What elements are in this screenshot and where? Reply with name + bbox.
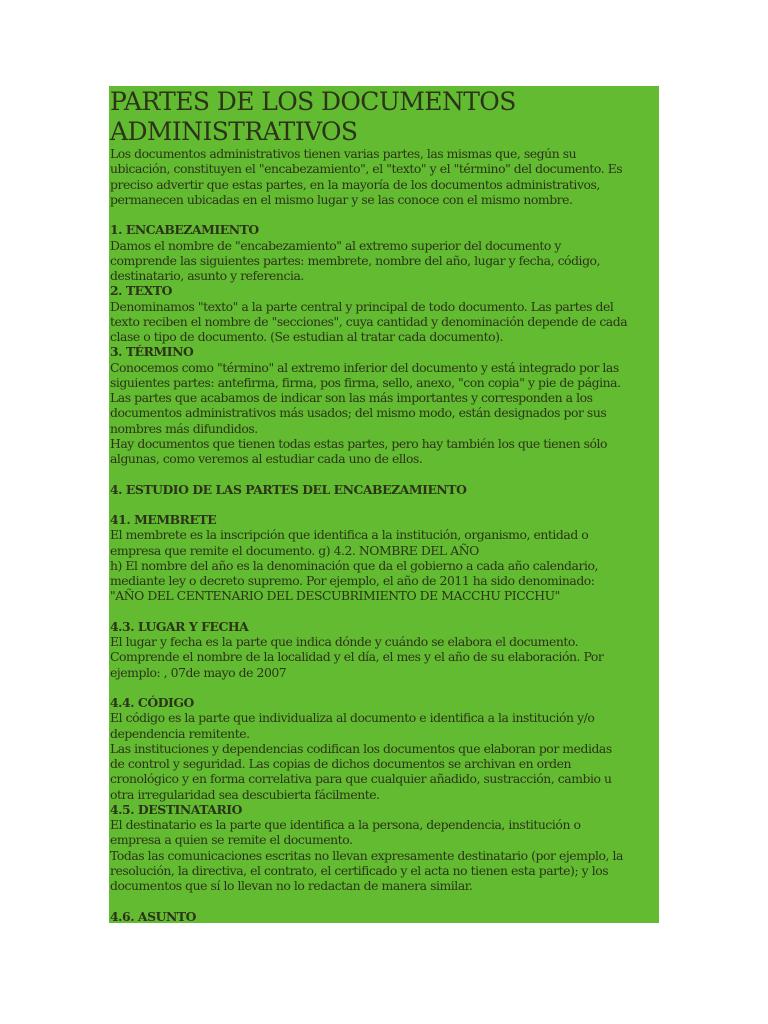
document-title — [110, 87, 659, 147]
document-page — [109, 86, 659, 923]
section-heading-encabezamiento: 1. ENCABEZAMIENTO — [110, 222, 259, 238]
section-body-destinatario — [110, 817, 659, 893]
text-line: Denominamos "texto" a la parte central y principal de todo documento. Las partes del — [110, 298, 614, 314]
intro-paragraph — [110, 146, 659, 207]
section-heading-codigo: 4.4. CÓDIGO — [110, 695, 194, 710]
text-line: texto reciben el nombre de "secciones", cuya cantidad y denominación depende de cada — [110, 313, 628, 329]
text-line: documentos que sí lo llevan no lo redactan de manera similar. — [110, 878, 473, 893]
spacer — [110, 207, 659, 222]
text-line: resolución, la directiva, el contrato, el certificado y el acta no tienen esta parte); y los — [110, 862, 609, 878]
spacer — [110, 680, 659, 695]
text-line: El membrete es la inscripción que identifica a la institución, organismo, entidad o — [110, 527, 589, 543]
section-heading-estudio: 4. ESTUDIO DE LAS PARTES DEL ENCABEZAMIENTO — [110, 481, 467, 497]
section-heading-termino: 3. TÉRMINO — [110, 344, 194, 360]
document-body — [110, 146, 659, 923]
title-line: PARTES DE LOS DOCUMENTOS — [110, 87, 516, 116]
text-line: clase o tipo de documento. (Se estudian al tratar cada documento). — [110, 329, 503, 344]
text-line: h) El nombre del año es la denominación que da el gobierno a cada año calendario, — [110, 557, 598, 573]
text-line: dependencia remitente. — [110, 725, 250, 741]
section-heading-destinatario: 4.5. DESTINATARIO — [110, 801, 242, 817]
section-body-texto — [110, 299, 659, 345]
title-line: ADMINISTRATIVOS — [110, 117, 358, 146]
section-heading-texto: 2. TEXTO — [110, 283, 172, 299]
text-line: "AÑO DEL CENTENARIO DEL DESCUBRIMIENTO DE MACCHU PICCHU" — [110, 588, 560, 604]
section-body-membrete — [110, 527, 659, 603]
spacer — [110, 893, 659, 908]
text-line: comprende las siguientes partes: membrete, nombre del año, lugar y fecha, código, — [110, 252, 601, 268]
text-line: preciso advertir que estas partes, en la mayoría de los documentos administrativos, — [110, 176, 600, 192]
text-line: El lugar y fecha es la parte que indica dónde y cuándo se elabora el documento. — [110, 634, 579, 649]
text-line: otra irregularidad sea descubierta fácilmente. — [110, 786, 380, 802]
section-heading-membrete: 41. MEMBRETE — [110, 512, 217, 527]
text-line: Comprende el nombre de la localidad y el día, el mes y el año de su elaboración. Por — [110, 649, 604, 665]
section-heading-asunto: 4.6. ASUNTO — [110, 908, 196, 923]
text-line: mediante ley o decreto supremo. Por ejemplo, el año de 2011 ha sido denominado: — [110, 573, 595, 588]
text-line: empresa que remite el documento. g) 4.2. NOMBRE DEL AÑO — [110, 542, 479, 558]
section-body-termino — [110, 360, 659, 467]
section-body-lugar-fecha — [110, 634, 659, 680]
text-line: siguientes partes: antefirma, firma, pos firma, sello, anexo, "con copia" y pie de página. — [110, 374, 621, 390]
text-line: El destinatario es la parte que identifica a la persona, dependencia, institución o — [110, 817, 581, 832]
text-line: Las partes que acabamos de indicar son las más importantes y corresponden a los — [110, 390, 593, 405]
text-line: algunas, como veremos al estudiar cada uno de ellos. — [110, 451, 423, 466]
text-line: destinatario, asunto y referencia. — [110, 268, 304, 283]
spacer — [110, 604, 659, 619]
text-line: Los documentos administrativos tienen varias partes, las mismas que, según su — [110, 146, 577, 161]
text-line: El código es la parte que individualiza al documento e identifica a la institución y/o — [110, 710, 595, 726]
text-line: cronológico y en forma correlativa para que cualquier añadido, sustracción, cambio u — [110, 771, 612, 787]
text-line: ejemplo: , 07de mayo de 2007 — [110, 664, 287, 680]
text-line: empresa a quien se remite el documento. — [110, 832, 353, 848]
text-line: Hay documentos que tienen todas estas partes, pero hay también los que tienen sólo — [110, 435, 608, 451]
text-line: permanecen ubicadas en el mismo lugar y se las conoce con el mismo nombre. — [110, 191, 573, 207]
text-line: nombres más difundidos. — [110, 420, 258, 436]
section-body-encabezamiento — [110, 238, 659, 284]
text-line: Las instituciones y dependencias codifican los documentos que elaboran por medidas — [110, 740, 612, 756]
section-heading-lugar-fecha: 4.3. LUGAR Y FECHA — [110, 618, 249, 634]
text-line: Damos el nombre de "encabezamiento" al extremo superior del documento y — [110, 237, 561, 253]
text-line: Todas las comunicaciones escritas no llevan expresamente destinatario (por ejemplo, la — [110, 847, 623, 863]
text-line: documentos administrativos más usados; del mismo modo, están designados por sus — [110, 405, 607, 421]
text-line: Conocemos como "término" al extremo inferior del documento y está integrado por las — [110, 359, 619, 375]
text-line: ubicación, constituyen el "encabezamiento", el "texto" y el "término" del documento. Es — [110, 161, 623, 177]
spacer — [110, 466, 659, 481]
section-body-codigo — [110, 710, 659, 802]
text-line: de control y seguridad. Las copias de dichos documentos se archivan en orden — [110, 756, 571, 771]
spacer — [110, 497, 659, 512]
